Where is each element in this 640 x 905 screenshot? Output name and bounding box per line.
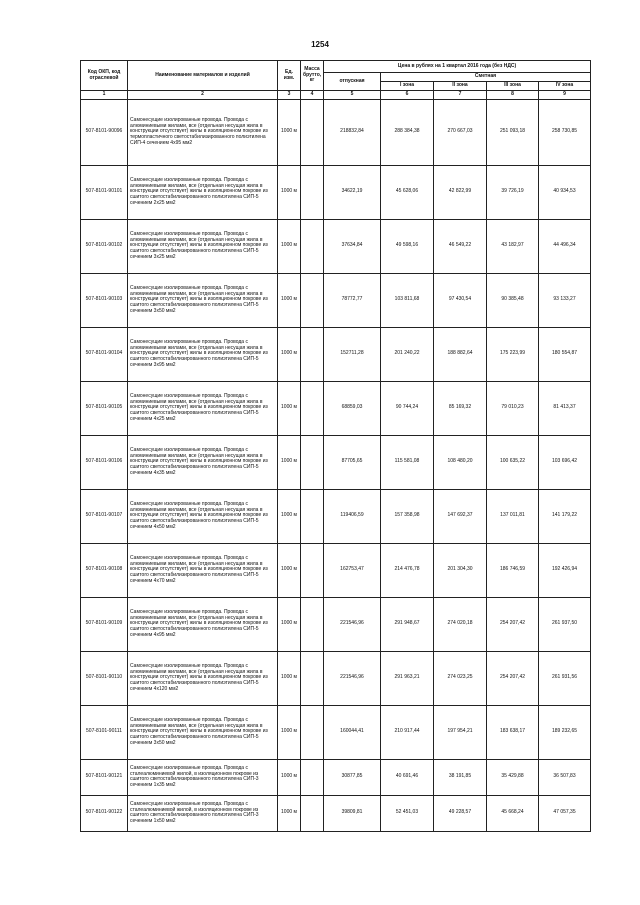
row-zone2-price: 38 191,85 bbox=[434, 759, 487, 795]
row-zone1-price: 214 476,78 bbox=[381, 543, 434, 597]
row-zone3-price: 79 010,23 bbox=[487, 381, 539, 435]
row-code: 507-8101-90096 bbox=[81, 99, 128, 165]
col-number: 7 bbox=[434, 91, 487, 100]
header-release: отпускная bbox=[324, 73, 381, 91]
row-release-price: 34622,19 bbox=[324, 165, 381, 219]
row-zone1-price: 49 598,16 bbox=[381, 219, 434, 273]
price-table bbox=[80, 60, 591, 832]
col-number: 9 bbox=[539, 91, 591, 100]
row-code: 507-8101-90121 bbox=[81, 759, 128, 795]
table-row bbox=[81, 651, 591, 705]
row-zone2-price: 85 169,32 bbox=[434, 381, 487, 435]
row-unit: 1000 м bbox=[278, 597, 301, 651]
row-zone3-price: 183 638,17 bbox=[487, 705, 539, 759]
table-row bbox=[81, 273, 591, 327]
row-zone4-price: 47 057,35 bbox=[539, 795, 591, 831]
row-code: 507-8101-90122 bbox=[81, 795, 128, 831]
row-mass bbox=[301, 759, 324, 795]
row-name: Самонесущие изолированные провода. Провода с сталеалюминиевой жилой, в изоляционном покрове из сшитого светостабилизированного полиэтилена СИП-3 сечением 1х35 мм2 bbox=[128, 759, 278, 795]
table-row bbox=[81, 705, 591, 759]
header-zone-3: III зона bbox=[487, 82, 539, 91]
row-code: 507-8101-90102 bbox=[81, 219, 128, 273]
row-zone3-price: 186 746,59 bbox=[487, 543, 539, 597]
row-release-price: 221546,96 bbox=[324, 597, 381, 651]
col-number: 6 bbox=[381, 91, 434, 100]
row-release-price: 119406,59 bbox=[324, 489, 381, 543]
row-unit: 1000 м bbox=[278, 273, 301, 327]
table-row bbox=[81, 435, 591, 489]
row-zone1-price: 90 744,24 bbox=[381, 381, 434, 435]
row-zone1-price: 201 240,22 bbox=[381, 327, 434, 381]
row-name: Самонесущие изолированные провода. Провода с алюминиевыми жилами, все (отдельная несущая жила в конструкции отсутствует) жилы в изоляционном покрове из сшитого светостабилизированного полиэтилена СИП-5 сечением 4х50 мм2 bbox=[128, 489, 278, 543]
row-zone2-price: 188 882,64 bbox=[434, 327, 487, 381]
row-mass bbox=[301, 705, 324, 759]
row-unit: 1000 м bbox=[278, 381, 301, 435]
table-row bbox=[81, 795, 591, 831]
table-row bbox=[81, 327, 591, 381]
row-zone3-price: 175 223,99 bbox=[487, 327, 539, 381]
row-zone1-price: 291 948,67 bbox=[381, 597, 434, 651]
table-row bbox=[81, 381, 591, 435]
row-zone1-price: 291 963,21 bbox=[381, 651, 434, 705]
row-unit: 1000 м bbox=[278, 99, 301, 165]
row-name: Самонесущие изолированные провода. Провода с алюминиевыми жилами, все (отдельная несущая жила в конструкции отсутствует) жилы в изоляционном покрове из сшитого светостабилизированного полиэтилена СИП-5 сечением 3х25 мм2 bbox=[128, 219, 278, 273]
row-zone3-price: 254 207,42 bbox=[487, 651, 539, 705]
row-zone3-price: 137 011,81 bbox=[487, 489, 539, 543]
row-zone2-price: 201 304,30 bbox=[434, 543, 487, 597]
row-name: Самонесущие изолированные провода. Провода с алюминиевыми жилами, все (отдельная несущая жила в конструкции отсутствует) жилы в изоляционном покрове из сшитого светостабилизированного полиэтилена СИП-5 сечением 2х25 мм2 bbox=[128, 165, 278, 219]
col-number: 2 bbox=[128, 91, 278, 100]
row-zone1-price: 210 917,44 bbox=[381, 705, 434, 759]
header-price-title: Цена в рублях на 1 квартал 2016 года (без НДС) bbox=[324, 61, 591, 73]
row-mass bbox=[301, 99, 324, 165]
header-mass: Масса брутто, кг bbox=[301, 61, 324, 91]
row-zone3-price: 35 429,88 bbox=[487, 759, 539, 795]
row-code: 507-8101-90101 bbox=[81, 165, 128, 219]
col-number: 5 bbox=[324, 91, 381, 100]
row-unit: 1000 м bbox=[278, 435, 301, 489]
row-name: Самонесущие изолированные провода. Провода с сталеалюминиевой жилой, в изоляционном покрове из сшитого светостабилизированного полиэтилена СИП-3 сечением 1х50 мм2 bbox=[128, 795, 278, 831]
row-code: 507-8101-90103 bbox=[81, 273, 128, 327]
table-row bbox=[81, 489, 591, 543]
col-number: 3 bbox=[278, 91, 301, 100]
row-zone1-price: 40 691,46 bbox=[381, 759, 434, 795]
row-zone4-price: 44 496,34 bbox=[539, 219, 591, 273]
row-zone1-price: 52 451,03 bbox=[381, 795, 434, 831]
row-zone4-price: 36 507,83 bbox=[539, 759, 591, 795]
row-zone2-price: 274 023,25 bbox=[434, 651, 487, 705]
row-release-price: 152711,28 bbox=[324, 327, 381, 381]
row-release-price: 87705,65 bbox=[324, 435, 381, 489]
row-name: Самонесущие изолированные провода. Провода с алюминиевыми жилами, все (отдельная несущая жила в конструкции отсутствует) жилы в изоляционном покрове из сшитого светостабилизированного полиэтилена СИП-5 сечением 4х35 мм2 bbox=[128, 435, 278, 489]
row-release-price: 37634,84 bbox=[324, 219, 381, 273]
table-row bbox=[81, 543, 591, 597]
row-mass bbox=[301, 273, 324, 327]
table-row bbox=[81, 597, 591, 651]
header-code: Код ОКП, код отраслевой bbox=[81, 61, 128, 91]
row-mass bbox=[301, 543, 324, 597]
row-zone4-price: 258 730,85 bbox=[539, 99, 591, 165]
table-row bbox=[81, 99, 591, 165]
row-zone2-price: 97 430,54 bbox=[434, 273, 487, 327]
row-release-price: 162753,47 bbox=[324, 543, 381, 597]
row-unit: 1000 м bbox=[278, 165, 301, 219]
row-release-price: 221546,96 bbox=[324, 651, 381, 705]
row-zone4-price: 189 232,65 bbox=[539, 705, 591, 759]
page-number: 1254 bbox=[311, 40, 329, 49]
row-unit: 1000 м bbox=[278, 651, 301, 705]
row-mass bbox=[301, 165, 324, 219]
row-zone4-price: 40 934,53 bbox=[539, 165, 591, 219]
header-zone-2: II зона bbox=[434, 82, 487, 91]
row-code: 507-8101-90104 bbox=[81, 327, 128, 381]
row-zone4-price: 93 133,27 bbox=[539, 273, 591, 327]
row-release-price: 78772,77 bbox=[324, 273, 381, 327]
row-zone1-price: 157 358,98 bbox=[381, 489, 434, 543]
row-unit: 1000 м bbox=[278, 489, 301, 543]
row-zone1-price: 288 384,38 bbox=[381, 99, 434, 165]
row-mass bbox=[301, 795, 324, 831]
row-code: 507-8101-90110 bbox=[81, 651, 128, 705]
row-code: 507-8101-90105 bbox=[81, 381, 128, 435]
row-zone4-price: 81 413,37 bbox=[539, 381, 591, 435]
header-zone-1: I зона bbox=[381, 82, 434, 91]
row-zone2-price: 197 954,21 bbox=[434, 705, 487, 759]
row-zone4-price: 180 554,87 bbox=[539, 327, 591, 381]
row-unit: 1000 м bbox=[278, 219, 301, 273]
row-mass bbox=[301, 327, 324, 381]
row-zone4-price: 261 931,56 bbox=[539, 651, 591, 705]
row-zone3-price: 39 726,19 bbox=[487, 165, 539, 219]
row-unit: 1000 м bbox=[278, 705, 301, 759]
row-zone2-price: 147 692,37 bbox=[434, 489, 487, 543]
table-row bbox=[81, 759, 591, 795]
row-zone1-price: 45 628,06 bbox=[381, 165, 434, 219]
row-zone3-price: 251 093,18 bbox=[487, 99, 539, 165]
row-zone4-price: 141 179,22 bbox=[539, 489, 591, 543]
row-zone3-price: 45 668,24 bbox=[487, 795, 539, 831]
col-number: 8 bbox=[487, 91, 539, 100]
row-name: Самонесущие изолированные провода. Провода с алюминиевыми жилами, все (отдельная несущая жила в конструкции отсутствует) жилы в изоляционном покрове из сшитого светостабилизированного полиэтилена СИП-5 сечением 4х25 мм2 bbox=[128, 381, 278, 435]
header-zone-4: IV зона bbox=[539, 82, 591, 91]
row-mass bbox=[301, 435, 324, 489]
row-name: Самонесущие изолированные провода. Провода с алюминиевыми жилами, все (отдельная несущая жила в конструкции отсутствует) жилы в изоляционном покрове из сшитого светостабилизированного полиэтилена СИП-5 сечением 4х95 мм2 bbox=[128, 597, 278, 651]
table-row bbox=[81, 165, 591, 219]
col-number: 1 bbox=[81, 91, 128, 100]
table-row bbox=[81, 219, 591, 273]
row-code: 507-8101-90107 bbox=[81, 489, 128, 543]
row-name: Самонесущие изолированные провода. Провода с алюминиевыми жилами, все (отдельная несущая жила в конструкции отсутствует) жилы в изоляционном покрове из термопластичного светостабилизированного полиэтилена СИП-4 сечением 4х95 мм2 bbox=[128, 99, 278, 165]
row-release-price: 160044,41 bbox=[324, 705, 381, 759]
row-code: 507-8101-90106 bbox=[81, 435, 128, 489]
header-unit: Ед. изм. bbox=[278, 61, 301, 91]
row-zone2-price: 274 020,18 bbox=[434, 597, 487, 651]
row-unit: 1000 м bbox=[278, 327, 301, 381]
row-release-price: 30877,85 bbox=[324, 759, 381, 795]
row-zone3-price: 100 635,22 bbox=[487, 435, 539, 489]
row-mass bbox=[301, 489, 324, 543]
row-mass bbox=[301, 219, 324, 273]
row-zone4-price: 103 696,42 bbox=[539, 435, 591, 489]
row-name: Самонесущие изолированные провода. Провода с алюминиевыми жилами, все (отдельная несущая жила в конструкции отсутствует) жилы в изоляционном покрове из сшитого светостабилизированного полиэтилена СИП-5 сечением 4х70 мм2 bbox=[128, 543, 278, 597]
row-unit: 1000 м bbox=[278, 795, 301, 831]
row-zone2-price: 46 549,22 bbox=[434, 219, 487, 273]
row-mass bbox=[301, 651, 324, 705]
row-zone1-price: 115 581,08 bbox=[381, 435, 434, 489]
header-estimate: Сметная bbox=[381, 73, 591, 82]
col-number: 4 bbox=[301, 91, 324, 100]
row-zone3-price: 90 385,48 bbox=[487, 273, 539, 327]
row-zone4-price: 261 937,50 bbox=[539, 597, 591, 651]
row-zone1-price: 103 811,68 bbox=[381, 273, 434, 327]
row-code: 507-8101-90108 bbox=[81, 543, 128, 597]
row-code: 507-8101-90109 bbox=[81, 597, 128, 651]
row-name: Самонесущие изолированные провода. Провода с алюминиевыми жилами, все (отдельная несущая жила в конструкции отсутствует) жилы в изоляционном покрове из сшитого светостабилизированного полиэтилена СИП-5 сечением 3х50 мм2 bbox=[128, 705, 278, 759]
row-zone2-price: 42 822,99 bbox=[434, 165, 487, 219]
row-mass bbox=[301, 597, 324, 651]
row-release-price: 39809,81 bbox=[324, 795, 381, 831]
row-unit: 1000 м bbox=[278, 543, 301, 597]
row-zone3-price: 43 182,97 bbox=[487, 219, 539, 273]
row-name: Самонесущие изолированные провода. Провода с алюминиевыми жилами, все (отдельная несущая жила в конструкции отсутствует) жилы в изоляционном покрове из сшитого светостабилизированного полиэтилена СИП-5 сечением 3х50 мм2 bbox=[128, 273, 278, 327]
row-zone2-price: 270 667,03 bbox=[434, 99, 487, 165]
header-name: Наименование материалов и изделий bbox=[128, 61, 278, 91]
row-zone2-price: 49 228,57 bbox=[434, 795, 487, 831]
row-zone2-price: 108 480,20 bbox=[434, 435, 487, 489]
row-code: 507-8101-90111 bbox=[81, 705, 128, 759]
row-name: Самонесущие изолированные провода. Провода с алюминиевыми жилами, все (отдельная несущая жила в конструкции отсутствует) жилы в изоляционном покрове из сшитого светостабилизированного полиэтилена СИП-5 сечением 3х95 мм2 bbox=[128, 327, 278, 381]
row-mass bbox=[301, 381, 324, 435]
row-zone3-price: 254 207,42 bbox=[487, 597, 539, 651]
row-release-price: 218832,84 bbox=[324, 99, 381, 165]
row-unit: 1000 м bbox=[278, 759, 301, 795]
row-name: Самонесущие изолированные провода. Провода с алюминиевыми жилами, все (отдельная несущая жила в конструкции отсутствует) жилы в изоляционном покрове из сшитого светостабилизированного полиэтилена СИП-5 сечением 4х120 мм2 bbox=[128, 651, 278, 705]
row-release-price: 68859,03 bbox=[324, 381, 381, 435]
row-zone4-price: 192 426,94 bbox=[539, 543, 591, 597]
